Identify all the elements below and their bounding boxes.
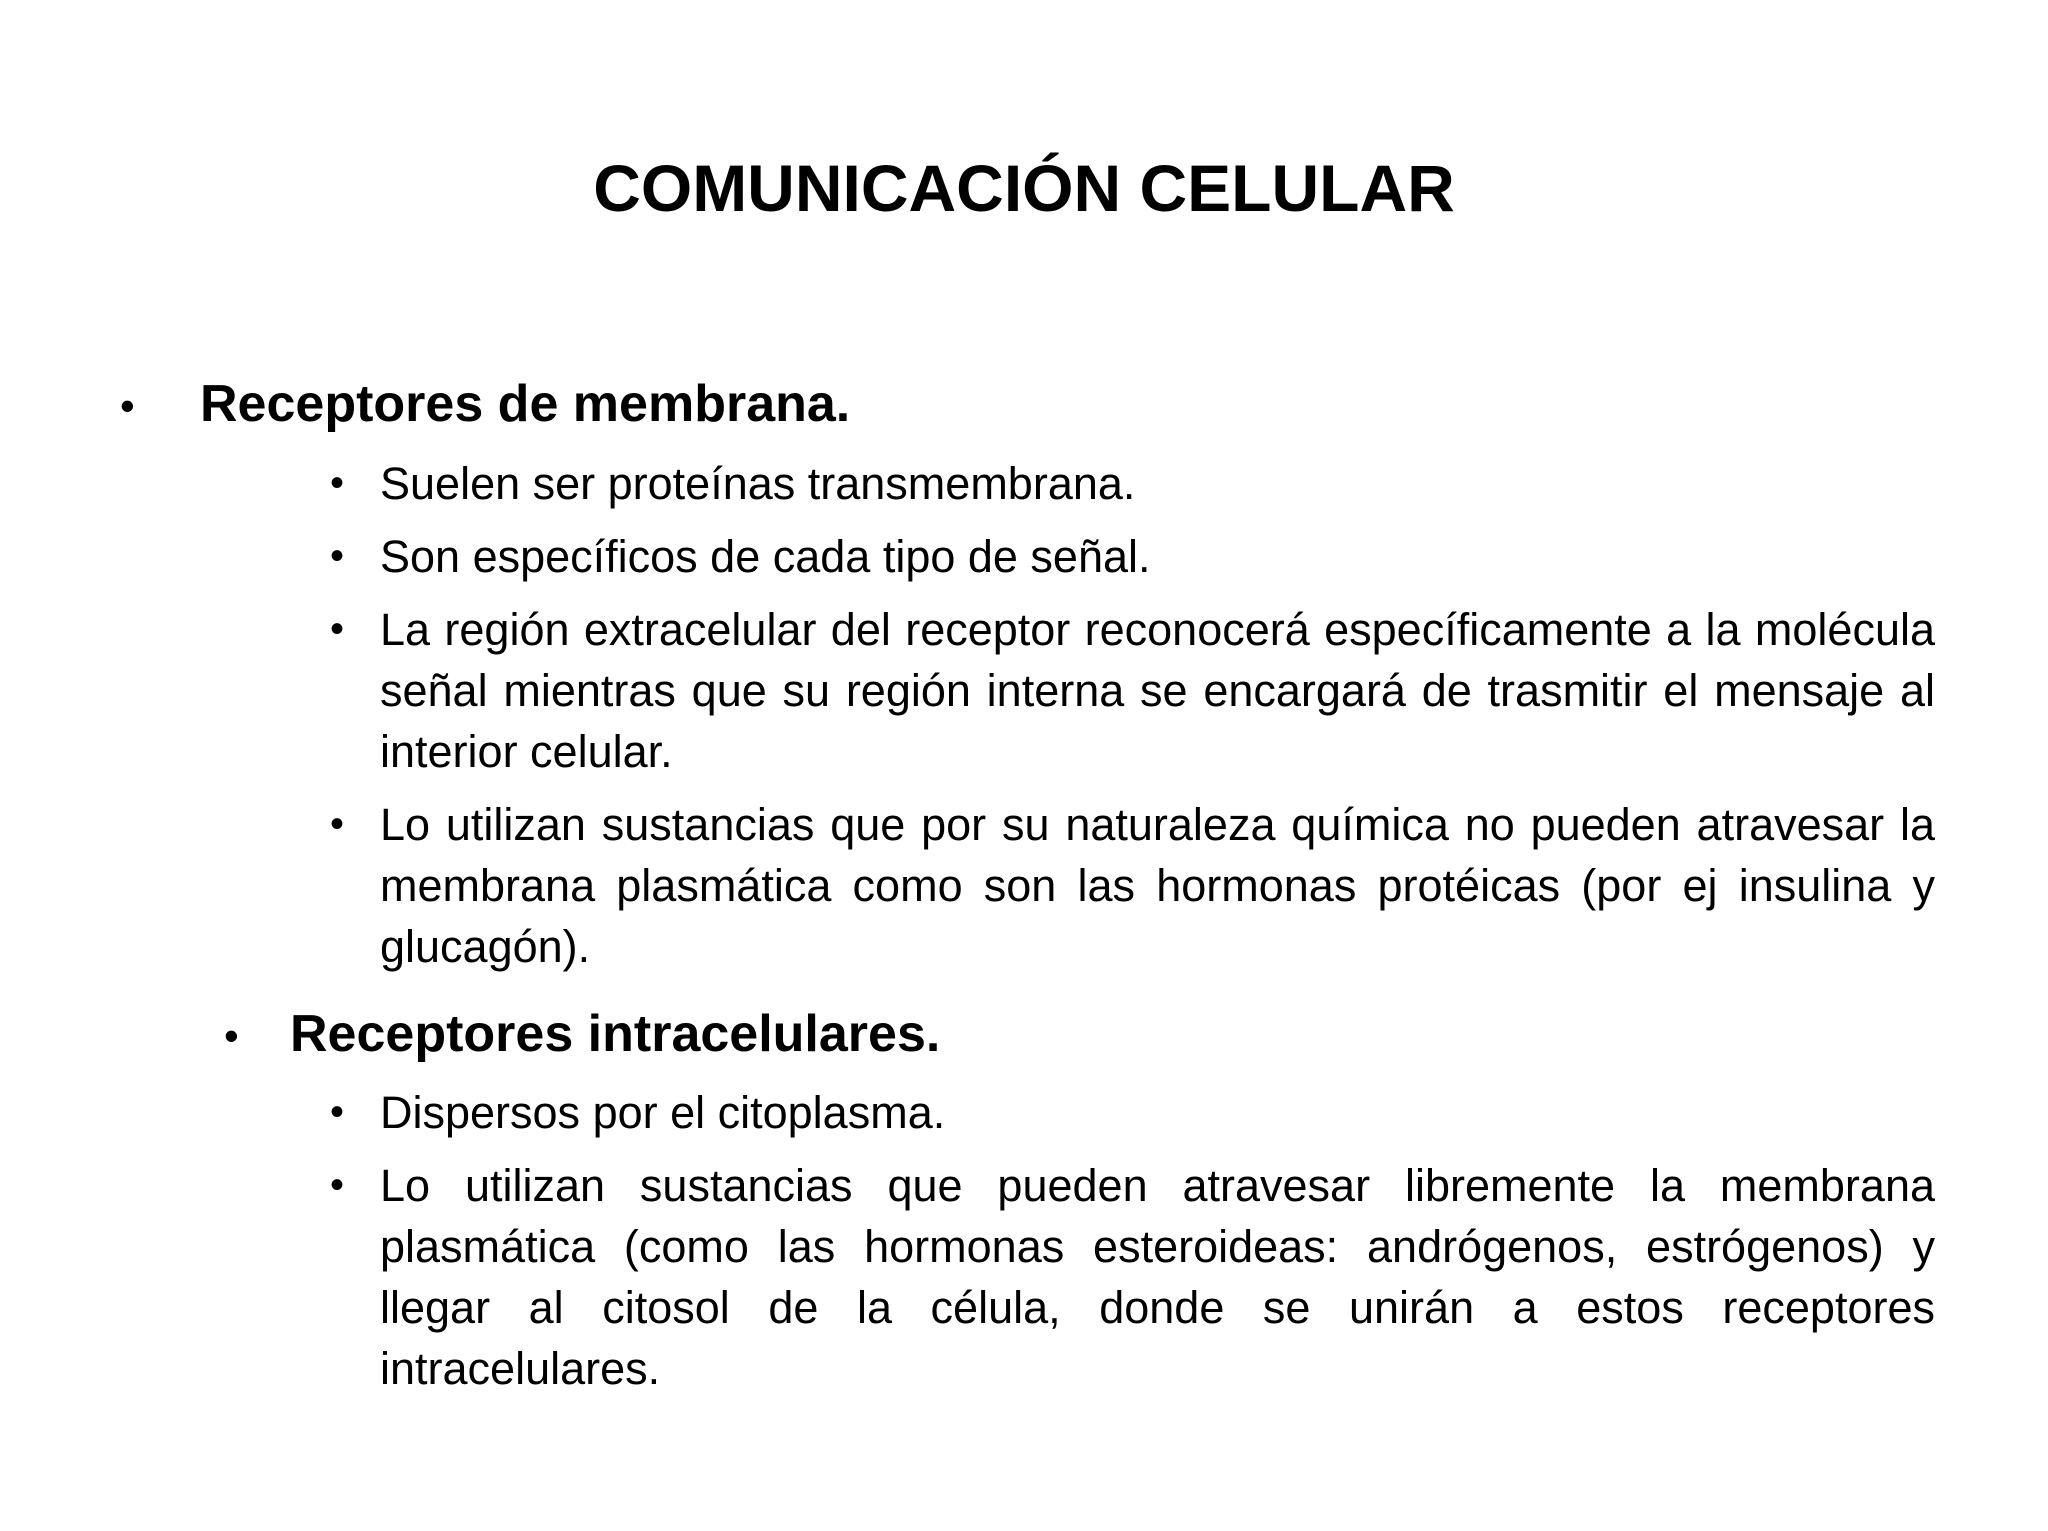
intracellular-receptors-list — [330, 1082, 1935, 1411]
list-item — [330, 599, 1935, 782]
list-item — [330, 794, 1935, 977]
list-item-text: Suelen ser proteínas transmembrana. — [380, 458, 1136, 509]
bullet-icon: • — [330, 802, 345, 846]
list-item-text: Lo utilizan sustancias que por su naturaleza química no pueden atravesar la membrana plasmática como son las hormonas protéicas (por ej insulina y glucagón). — [380, 799, 1935, 972]
list-item — [330, 1155, 1935, 1399]
list-item — [330, 453, 1935, 514]
bullet-icon: • — [330, 607, 345, 651]
bullet-icon: • — [330, 461, 345, 505]
section-heading-membrane-receptors — [120, 373, 851, 435]
list-item-text: Son específicos de cada tipo de señal. — [380, 531, 1151, 582]
bullet-icon: • — [330, 1090, 345, 1134]
section-heading-text: Receptores de membrana. — [200, 375, 851, 433]
list-item — [330, 1082, 1935, 1143]
bullet-icon: • — [120, 382, 135, 429]
section-heading-intracellular-receptors — [224, 1003, 941, 1065]
bullet-icon: • — [224, 1012, 239, 1059]
section-heading-text: Receptores intracelulares. — [290, 1005, 941, 1063]
list-item — [330, 526, 1935, 587]
membrane-receptors-list — [330, 453, 1935, 989]
bullet-icon: • — [330, 534, 345, 578]
slide-title: COMUNICACIÓN CELULAR — [593, 151, 1455, 225]
list-item-text: Dispersos por el citoplasma. — [380, 1087, 946, 1138]
bullet-icon: • — [330, 1163, 345, 1207]
list-item-text: La región extracelular del receptor reconocerá específicamente a la molécula señal mientras que su región interna se encargará de trasmitir el mensaje al interior celular. — [380, 604, 1935, 777]
list-item-text: Lo utilizan sustancias que pueden atravesar libremente la membrana plasmática (como las hormonas esteroideas: andrógenos, estrógenos) y llegar al citosol de la célula, donde se unirán a estos receptores intracelulares. — [380, 1160, 1935, 1394]
